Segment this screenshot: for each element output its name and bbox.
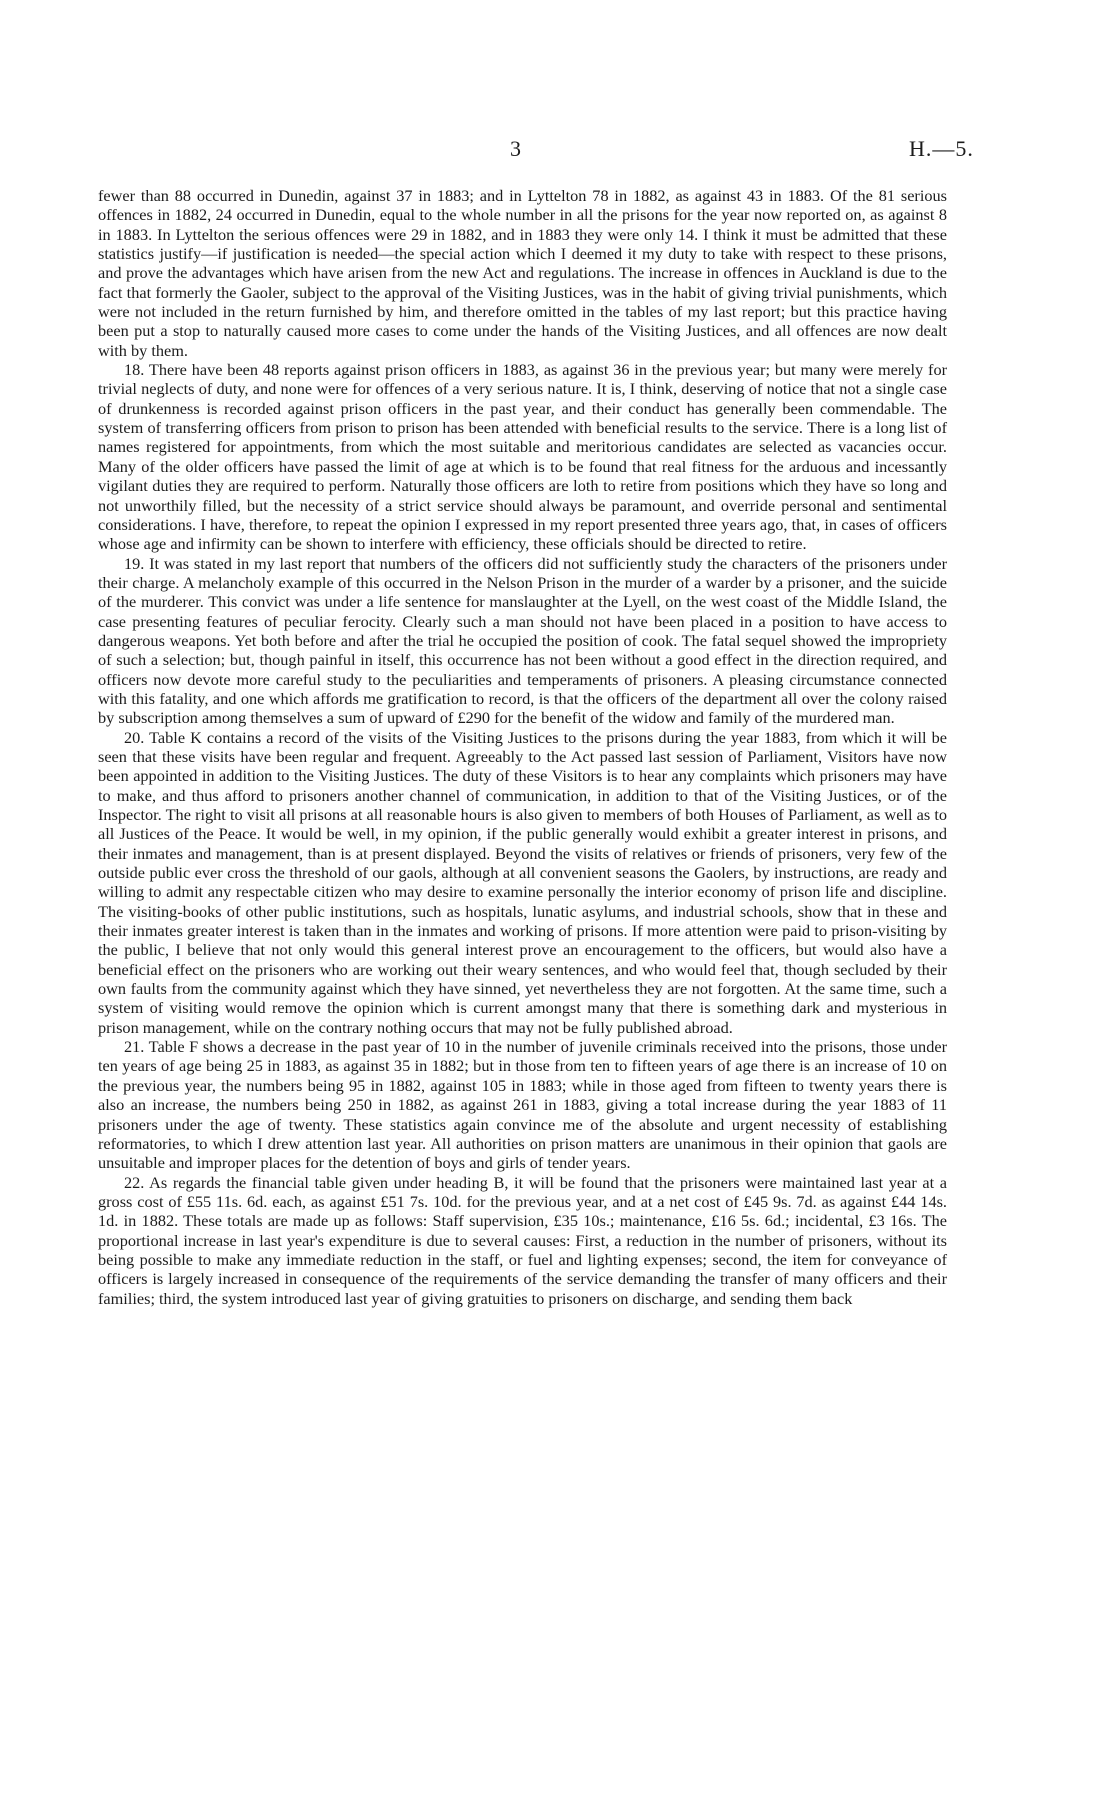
paragraph-number: 22. — [124, 1172, 145, 1192]
paragraph-number: 19. — [124, 553, 145, 573]
paragraph-number: 18. — [124, 360, 145, 380]
paragraph-number: 21. — [124, 1037, 145, 1057]
paragraph-continuation — [98, 186, 947, 360]
paragraph-number: 20. — [124, 727, 145, 747]
paragraph-18 — [98, 360, 947, 553]
paragraph-22 — [98, 1173, 947, 1308]
paragraph-text: Table F shows a decrease in the past year of 10 in the number of juvenile criminals received into the prisons, those under ten years of age being 25 in 1883, as against 35 in 1882; but in those from ten to fifteen years of age there is an increase of 10 on the previous year, the numbers being 95 in 1882, against 105 in 1883; while in those aged from fifteen to twenty years there is also an increase, the numbers being 250 in 1882, as against 261 in 1883, giving a total increase during the year 1883 of 11 prisoners under the age of twenty. These statistics again convince me of the absolute and urgent necessity of establishing reformatories, to which I drew attention last year. All authorities on prison matters are unanimous in their opinion that gaols are unsuitable and improper places for the detention of boys and girls of tender years. — [98, 1037, 947, 1173]
paragraph-20 — [98, 728, 947, 1038]
paragraph-text: Table K contains a record of the visits of the Visiting Justices to the prisons during the year 1883, from which it will be seen that these visits have been regular and frequent. Agreeably to the Act passed last session of Parliament, Visitors have now been appointed in addition to the Visiting Justices. The duty of these Visitors is to hear any complaints which prisoners may have to make, and thus afford to prisoners another channel of communication, in addition to that of the Visiting Justices, or of the Inspector. The right to visit all prisons at all reasonable hours is also given to members of both Houses of Parliament, as well as to all Justices of the Peace. It would be well, in my opinion, if the public generally would exhibit a greater interest in prisons, and their inmates and management, than is at present displayed. Beyond the visits of relatives or friends of prisoners, very few of the outside public ever cross the threshold of our gaols, although at all convenient seasons the Gaolers, by instructions, are ready and willing to admit any respectable citizen who may desire to examine personally the interior economy of prison life and discipline. The visiting-books of other public institutions, such as hospitals, lunatic asylums, and industrial schools, show that in these and their inmates greater interest is taken than in the inmates and working of prisons. If more attention were paid to prison-visiting by the public, I believe that not only would this general interest prove an encouragement to the officers, but would also have a beneficial effect on the prisoners who are working out their weary sentences, and who would feel that, though secluded by their own faults from the community against which they have sinned, yet nevertheless they are not forgotten. At the same time, such a system of visiting would remove the opinion which is current amongst many that there is something dark and mysterious in prison management, while on the contrary nothing occurs that may not be fully published abroad. — [98, 727, 947, 1037]
page-number: 3 — [510, 136, 521, 161]
paragraph-text: fewer than 88 occurred in Dunedin, against 37 in 1883; and in Lyttelton 78 in 1882, as against 43 in 1883. Of the 81 serious offences in 1882, 24 occurred in Dunedin, equal to the whole number in all the prisons for the year now reported on, as against 8 in 1883. In Lyttelton the serious offences were 29 in 1882, and in 1883 they were only 14. I think it must be admitted that these statistics justify—if justification is needed—the special action which I deemed it my duty to take with respect to these prisons, and prove the advantages which have arisen from the new Act and regulations. The increase in offences in Auckland is due to the fact that formerly the Gaoler, subject to the approval of the Visiting Justices, was in the habit of giving trivial punishments, which were not included in the return furnished by him, and therefore omitted in the tables of my last report; but this practice having been put a stop to naturally caused more cases to come under the hands of the Visiting Justices, and all offences are now dealt with by them. — [98, 186, 947, 360]
body-text — [98, 186, 947, 1308]
paragraph-19 — [98, 554, 947, 728]
paragraph-21 — [98, 1037, 947, 1172]
paragraph-text: It was stated in my last report that numbers of the officers did not sufficiently study the characters of the prisoners under their charge. A melancholy example of this occurred in the Nelson Prison in the murder of a warder by a prisoner, and the suicide of the murderer. This convict was under a life sentence for manslaughter at the Lyell, on the west coast of the Middle Island, the case presenting features of peculiar ferocity. Clearly such a man should not have been placed in a position to have access to dangerous weapons. Yet both before and after the trial he occupied the position of cook. The fatal sequel showed the impropriety of such a selection; but, though painful in itself, this occurrence has not been without a good effect in the direction required, and officers now devote more careful study to the peculiarities and temperaments of prisoners. A pleasing circumstance connected with this fatality, and one which affords me gratification to record, is that the officers of the department all over the colony raised by subscription among themselves a sum of upward of £290 for the benefit of the widow and family of the murdered man. — [98, 553, 947, 728]
paragraph-text: As regards the financial table given under heading B, it will be found that the prisoners were maintained last year at a gross cost of £55 11s. 6d. each, as against £51 7s. 10d. for the previous year, and at a net cost of £45 9s. 7d. as against £44 14s. 1d. in 1882. These totals are made up as follows: Staff supervision, £35 10s.; maintenance, £16 5s. 6d.; incidental, £3 16s. The proportional increase in last year's expenditure is due to several causes: First, a reduction in the number of prisoners, without its being possible to make any immediate reduction in the staff, or fuel and lighting expenses; second, the item for conveyance of officers is largely increased in consequence of the requirements of the service demanding the transfer of many officers and their families; third, the system introduced last year of giving gratuities to prisoners on discharge, and sending them back — [98, 1172, 948, 1308]
document-code: H.—5. — [909, 136, 974, 161]
paragraph-text: There have been 48 reports against prison officers in 1883, as against 36 in the previous year; but many were merely for trivial neglects of duty, and none were for offences of a very serious nature. It is, I think, deserving of notice that not a single case of drunkenness is recorded against prison officers in the past year, and their conduct has generally been commendable. The system of transferring officers from prison to prison has been attended with beneficial results to the service. There is a long list of names registered for appointments, from which the most suitable and meritorious candidates are selected as vacancies occur. Many of the older officers have passed the limit of age at which is to be found that real fitness for the arduous and incessantly vigilant duties they are required to perform. Naturally those officers are loth to retire from positions which they have so long and not unworthily filled, but the necessity of a strict service should always be paramount, and override personal and sentimental considerations. I have, therefore, to repeat the opinion I expressed in my report presented three years ago, that, in cases of officers whose age and infirmity can be shown to interfere with efficiency, these officials should be directed to retire. — [98, 360, 948, 554]
